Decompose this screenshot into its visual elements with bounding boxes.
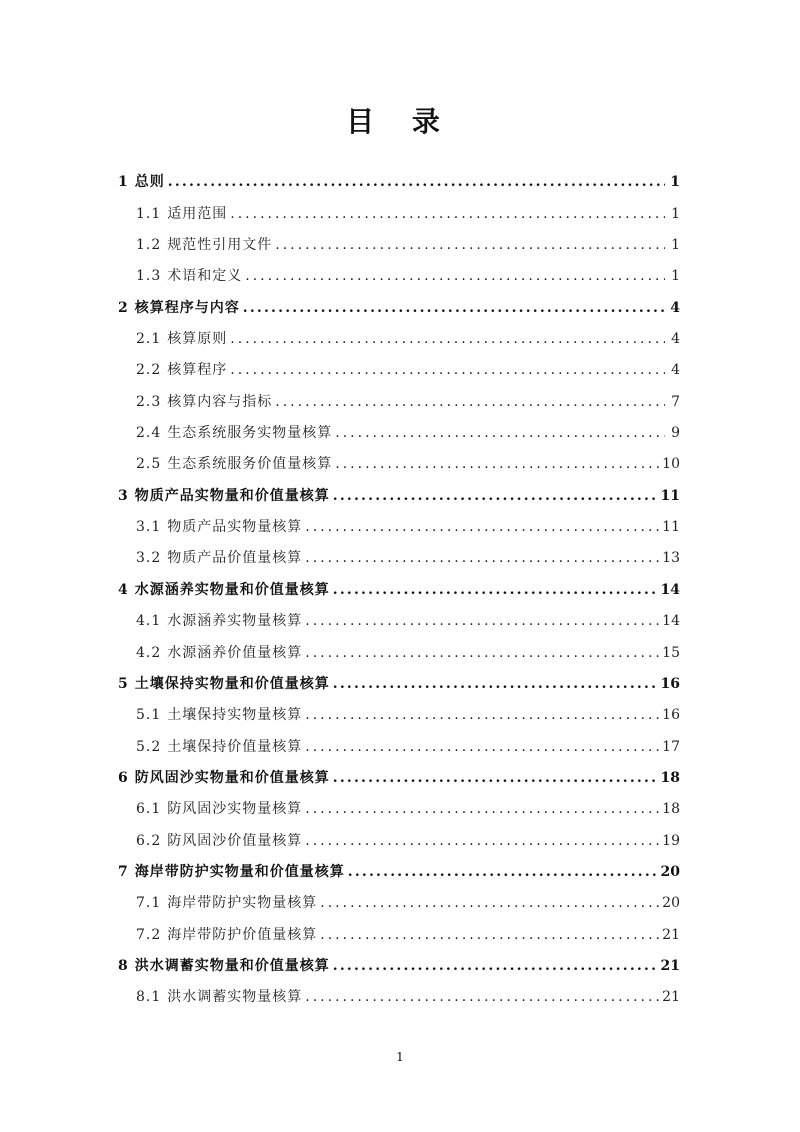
toc-entry-6-2[interactable] bbox=[118, 818, 680, 849]
toc-entry-number: 5.1 bbox=[136, 707, 162, 724]
toc-entry-number: 4.2 bbox=[136, 644, 162, 661]
toc-entry-page: 18 bbox=[662, 801, 680, 818]
toc-dot-leader bbox=[305, 800, 659, 818]
toc-entry-text bbox=[118, 299, 240, 317]
toc-entry-text bbox=[136, 549, 302, 567]
toc-dot-leader bbox=[335, 424, 665, 442]
toc-entry-page: 18 bbox=[660, 769, 680, 786]
toc-entry-number: 2 bbox=[118, 299, 129, 316]
toc-entry-5-2[interactable] bbox=[118, 724, 680, 755]
toc-entry-text bbox=[136, 393, 272, 411]
toc-entry-8-1[interactable] bbox=[118, 975, 680, 1006]
toc-entry-label: 防风固沙价值量核算 bbox=[167, 832, 303, 849]
toc-entry-page: 14 bbox=[662, 613, 680, 630]
toc-entry-3[interactable] bbox=[118, 473, 680, 504]
toc-entry-text bbox=[136, 205, 227, 223]
toc-entry-number: 6.1 bbox=[136, 801, 162, 818]
toc-entry-number: 5.2 bbox=[136, 738, 162, 755]
toc-entry-number: 7.2 bbox=[136, 926, 162, 943]
toc-list bbox=[118, 160, 680, 1006]
toc-entry-text bbox=[136, 236, 272, 254]
toc-entry-2-3[interactable] bbox=[118, 379, 680, 410]
toc-entry-2-5[interactable] bbox=[118, 442, 680, 473]
page-number: 1 bbox=[396, 1050, 404, 1064]
toc-entry-8[interactable] bbox=[118, 944, 680, 975]
toc-entry-label: 物质产品价值量核算 bbox=[167, 550, 303, 567]
toc-entry-page: 16 bbox=[660, 675, 680, 692]
toc-dot-leader bbox=[305, 832, 659, 850]
toc-entry-text bbox=[118, 581, 330, 599]
toc-entry-number: 8.1 bbox=[136, 989, 162, 1006]
toc-entry-page: 9 bbox=[671, 425, 680, 442]
toc-entry-label: 水源涵养实物量和价值量核算 bbox=[134, 581, 330, 598]
toc-entry-label: 洪水调蓄实物量和价值量核算 bbox=[134, 957, 330, 974]
toc-entry-label: 核算程序与内容 bbox=[134, 299, 240, 316]
toc-dot-leader bbox=[230, 361, 665, 379]
toc-dot-leader bbox=[305, 988, 659, 1006]
toc-entry-label: 生态系统服务价值量核算 bbox=[167, 456, 333, 473]
toc-entry-page: 11 bbox=[662, 519, 680, 536]
toc-entry-label: 海岸带防护实物量和价值量核算 bbox=[134, 863, 345, 880]
toc-entry-text bbox=[118, 173, 165, 191]
toc-dot-leader bbox=[305, 706, 659, 724]
toc-entry-label: 海岸带防护实物量核算 bbox=[167, 895, 318, 912]
toc-entry-2-4[interactable] bbox=[118, 411, 680, 442]
toc-entry-number: 1.3 bbox=[136, 268, 162, 285]
toc-entry-text bbox=[136, 894, 317, 912]
toc-entry-3-2[interactable] bbox=[118, 536, 680, 567]
toc-entry-page: 1 bbox=[671, 268, 680, 285]
toc-entry-label: 防风固沙实物量核算 bbox=[167, 801, 303, 818]
toc-entry-text bbox=[136, 832, 302, 850]
toc-entry-page: 13 bbox=[662, 550, 680, 567]
toc-entry-label: 土壤保持价值量核算 bbox=[167, 738, 303, 755]
toc-entry-label: 术语和定义 bbox=[167, 268, 243, 285]
toc-entry-page: 21 bbox=[662, 926, 680, 943]
toc-entry-2-1[interactable] bbox=[118, 317, 680, 348]
toc-dot-leader bbox=[230, 205, 665, 223]
toc-entry-number: 4 bbox=[118, 581, 129, 598]
toc-dot-leader bbox=[305, 644, 659, 662]
toc-entry-number: 3.1 bbox=[136, 519, 162, 536]
toc-dot-leader bbox=[305, 612, 659, 630]
toc-entry-page: 4 bbox=[671, 331, 680, 348]
toc-entry-page: 11 bbox=[660, 487, 680, 504]
toc-entry-page: 1 bbox=[670, 174, 680, 191]
toc-entry-number: 7.1 bbox=[136, 895, 162, 912]
toc-entry-label: 适用范围 bbox=[167, 205, 228, 222]
toc-entry-7-2[interactable] bbox=[118, 912, 680, 943]
toc-entry-text bbox=[136, 988, 302, 1006]
toc-entry-text bbox=[136, 706, 302, 724]
toc-entry-label: 水源涵养价值量核算 bbox=[167, 644, 303, 661]
toc-entry-number: 1.1 bbox=[136, 205, 162, 222]
toc-entry-page: 1 bbox=[671, 205, 680, 222]
toc-entry-text bbox=[118, 863, 345, 881]
toc-dot-leader bbox=[333, 769, 658, 787]
toc-entry-number: 2.1 bbox=[136, 331, 162, 348]
toc-entry-number: 3 bbox=[118, 487, 129, 504]
toc-entry-text bbox=[136, 612, 302, 630]
toc-dot-leader bbox=[320, 926, 659, 944]
toc-title: 目 录 bbox=[346, 105, 454, 138]
toc-entry-6-1[interactable] bbox=[118, 787, 680, 818]
toc-entry-7-1[interactable] bbox=[118, 881, 680, 912]
toc-entry-label: 水源涵养实物量核算 bbox=[167, 613, 303, 630]
toc-entry-number: 3.2 bbox=[136, 550, 162, 567]
toc-dot-leader bbox=[333, 581, 658, 599]
toc-entry-label: 防风固沙实物量和价值量核算 bbox=[134, 769, 330, 786]
toc-dot-leader bbox=[230, 330, 665, 348]
toc-dot-leader bbox=[333, 675, 658, 693]
toc-entry-1[interactable] bbox=[118, 160, 680, 191]
toc-entry-label: 规范性引用文件 bbox=[167, 237, 273, 254]
toc-entry-page: 19 bbox=[662, 832, 680, 849]
toc-dot-leader bbox=[275, 236, 665, 254]
toc-dot-leader bbox=[245, 267, 665, 285]
toc-entry-1-2[interactable] bbox=[118, 223, 680, 254]
toc-entry-text bbox=[136, 330, 227, 348]
toc-entry-7[interactable] bbox=[118, 850, 680, 881]
toc-entry-number: 2.3 bbox=[136, 393, 162, 410]
toc-entry-page: 4 bbox=[671, 362, 680, 379]
toc-entry-1-3[interactable] bbox=[118, 254, 680, 285]
toc-entry-2-2[interactable] bbox=[118, 348, 680, 379]
toc-entry-label: 核算程序 bbox=[167, 362, 228, 379]
toc-entry-label: 海岸带防护价值量核算 bbox=[167, 926, 318, 943]
toc-entry-page: 21 bbox=[662, 989, 680, 1006]
toc-entry-number: 6 bbox=[118, 769, 129, 786]
toc-entry-number: 7 bbox=[118, 863, 129, 880]
toc-entry-number: 4.1 bbox=[136, 613, 162, 630]
toc-dot-leader bbox=[305, 549, 659, 567]
toc-entry-5[interactable] bbox=[118, 662, 680, 693]
toc-entry-number: 5 bbox=[118, 675, 129, 692]
toc-entry-label: 洪水调蓄实物量核算 bbox=[167, 989, 303, 1006]
toc-dot-leader bbox=[333, 957, 658, 975]
toc-entry-text bbox=[136, 424, 332, 442]
toc-dot-leader bbox=[320, 894, 659, 912]
toc-entry-page: 1 bbox=[671, 237, 680, 254]
toc-entry-page: 14 bbox=[660, 581, 680, 598]
toc-entry-text bbox=[118, 675, 330, 693]
toc-entry-6[interactable] bbox=[118, 756, 680, 787]
toc-entry-page: 17 bbox=[662, 738, 680, 755]
toc-entry-number: 1.2 bbox=[136, 237, 162, 254]
toc-entry-number: 2.4 bbox=[136, 425, 162, 442]
toc-entry-label: 生态系统服务实物量核算 bbox=[167, 425, 333, 442]
toc-entry-text bbox=[136, 455, 332, 473]
toc-entry-text bbox=[118, 769, 330, 787]
toc-entry-page: 20 bbox=[660, 863, 680, 880]
toc-entry-label: 土壤保持实物量核算 bbox=[167, 707, 303, 724]
toc-dot-leader bbox=[348, 863, 658, 881]
toc-entry-label: 土壤保持实物量和价值量核算 bbox=[134, 675, 330, 692]
toc-entry-text bbox=[118, 957, 330, 975]
toc-entry-text bbox=[118, 487, 330, 505]
toc-entry-4-1[interactable] bbox=[118, 599, 680, 630]
toc-entry-text bbox=[136, 267, 242, 285]
toc-entry-label: 核算内容与指标 bbox=[167, 393, 273, 410]
toc-entry-number: 1 bbox=[118, 174, 129, 191]
toc-entry-page: 15 bbox=[662, 644, 680, 661]
toc-entry-text bbox=[136, 518, 302, 536]
toc-entry-page: 10 bbox=[662, 456, 680, 473]
toc-entry-label: 总则 bbox=[134, 174, 165, 191]
toc-entry-text bbox=[136, 738, 302, 756]
toc-entry-label: 核算原则 bbox=[167, 331, 228, 348]
toc-entry-1-1[interactable] bbox=[118, 191, 680, 222]
toc-entry-text bbox=[136, 644, 302, 662]
toc-entry-text bbox=[136, 800, 302, 818]
toc-entry-text bbox=[136, 361, 227, 379]
toc-entry-label: 物质产品实物量和价值量核算 bbox=[134, 487, 330, 504]
toc-dot-leader bbox=[243, 299, 665, 317]
toc-entry-4[interactable] bbox=[118, 567, 680, 598]
toc-entry-page: 21 bbox=[660, 957, 680, 974]
toc-dot-leader bbox=[275, 393, 665, 411]
toc-dot-leader bbox=[168, 173, 665, 191]
toc-entry-2[interactable] bbox=[118, 285, 680, 316]
toc-entry-label: 物质产品实物量核算 bbox=[167, 519, 303, 536]
toc-entry-text bbox=[136, 926, 317, 944]
toc-dot-leader bbox=[305, 738, 659, 756]
toc-entry-page: 7 bbox=[671, 393, 680, 410]
toc-entry-3-1[interactable] bbox=[118, 505, 680, 536]
toc-dot-leader bbox=[335, 455, 659, 473]
toc-entry-number: 2.2 bbox=[136, 362, 162, 379]
toc-entry-page: 16 bbox=[662, 707, 680, 724]
toc-entry-page: 20 bbox=[662, 895, 680, 912]
toc-entry-number: 8 bbox=[118, 957, 129, 974]
toc-entry-number: 2.5 bbox=[136, 456, 162, 473]
toc-entry-number: 6.2 bbox=[136, 832, 162, 849]
toc-entry-page: 4 bbox=[670, 299, 680, 316]
toc-entry-5-1[interactable] bbox=[118, 693, 680, 724]
toc-entry-4-2[interactable] bbox=[118, 630, 680, 661]
toc-dot-leader bbox=[305, 518, 659, 536]
toc-dot-leader bbox=[333, 487, 658, 505]
